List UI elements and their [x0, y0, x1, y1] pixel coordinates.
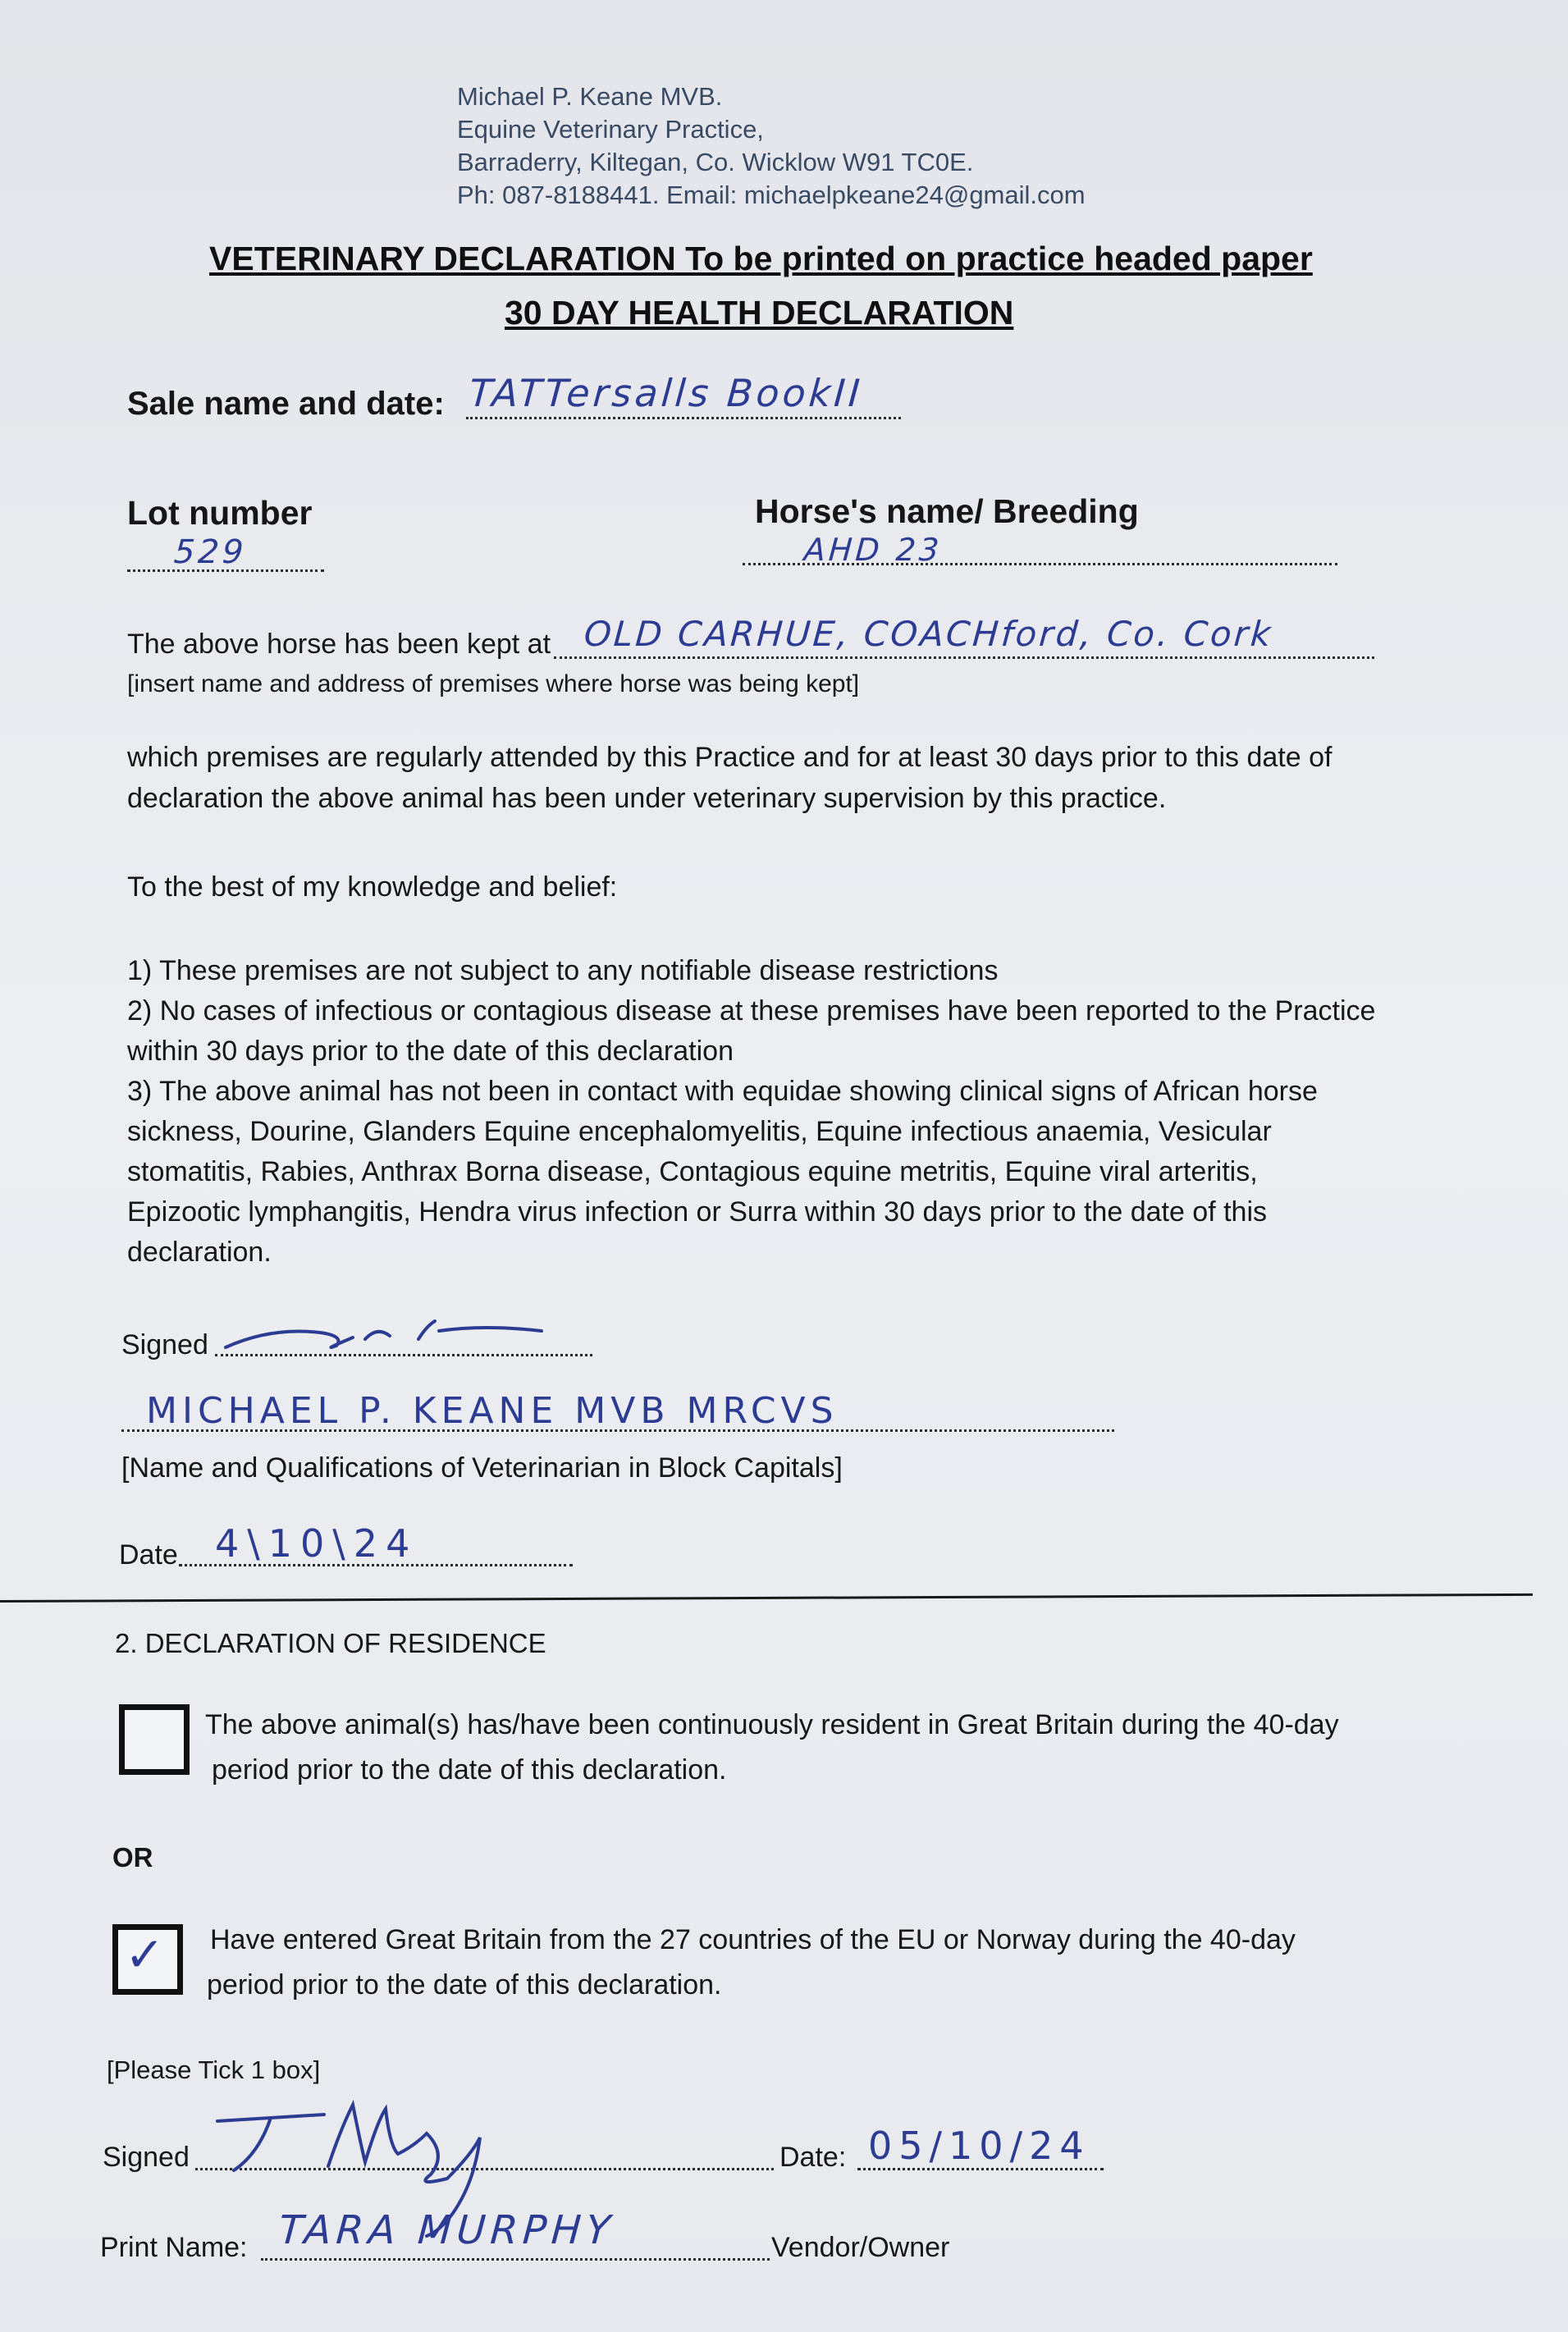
owner-date-dotted-line: [857, 2168, 1104, 2170]
owner-date-label: Date:: [779, 2142, 847, 2173]
item-3-line2: sickness, Dourine, Glanders Equine encephalomyelitis, Equine infectious anaemia, Vesicular: [127, 1116, 1272, 1147]
kept-label: The above horse has been kept at: [127, 629, 551, 660]
kept-hint: [insert name and address of premises where horse was being kept]: [127, 670, 860, 697]
vet-signature[interactable]: [222, 1315, 550, 1360]
document-title: VETERINARY DECLARATION To be printed on practice headed paper: [209, 240, 1313, 277]
or-text: OR: [112, 1842, 153, 1872]
owner-signed-label: Signed: [103, 2142, 190, 2173]
kept-value[interactable]: OLD CARHUE, COACHford, Co. Cork: [583, 614, 1275, 654]
residence-gb-line2: period prior to the date of this declaration.: [212, 1754, 727, 1786]
residence-eu-checkbox[interactable]: [112, 1924, 183, 1995]
lot-value[interactable]: 529: [172, 533, 248, 571]
premises-text-line2: declaration the above animal has been under veterinary supervision by this practice.: [127, 783, 1167, 814]
letterhead-practice: Equine Veterinary Practice,: [457, 115, 764, 144]
print-name-dotted-line: [261, 2258, 770, 2261]
letterhead-address: Barraderry, Kiltegan, Co. Wicklow W91 TC0E.: [457, 148, 974, 176]
item-2-line1: 2) No cases of infectious or contagious disease at these premises have been reported to the Practice: [127, 995, 1376, 1027]
letterhead-contact: Ph: 087-8188441. Email: michaelpkeane24@gmail.com: [457, 181, 1086, 209]
letterhead-name: Michael P. Keane MVB.: [457, 82, 723, 111]
sale-value[interactable]: TATTersalls BookII: [468, 371, 865, 415]
premises-text-line1: which premises are regularly attended by this Practice and for at least 30 days prior to this date of: [127, 742, 1333, 773]
check-mark-icon: ✓: [125, 1927, 165, 1982]
section-divider: [0, 1594, 1533, 1603]
print-name-label: Print Name:: [100, 2232, 248, 2263]
vet-date-label: Date: [119, 1539, 178, 1571]
document-subtitle: 30 DAY HEALTH DECLARATION: [505, 294, 1014, 332]
horse-label: Horse's name/ Breeding: [755, 492, 1139, 530]
item-3-line1: 3) The above animal has not been in contact with equidae showing clinical signs of African horse: [127, 1076, 1318, 1107]
vet-name-hint: [Name and Qualifications of Veterinarian in Block Capitals]: [121, 1452, 843, 1484]
item-3-line4: Epizootic lymphangitis, Hendra virus infection or Surra within 30 days prior to the date of this: [127, 1196, 1268, 1228]
item-3-line3: stomatitis, Rabies, Anthrax Borna disease, Contagious equine metritis, Equine viral arteritis,: [127, 1156, 1258, 1187]
horse-value[interactable]: AHD 23: [802, 532, 944, 568]
item-1: 1) These premises are not subject to any notifiable disease restrictions: [127, 955, 999, 986]
lot-label: Lot number: [127, 494, 313, 532]
residence-gb-checkbox[interactable]: [119, 1704, 190, 1775]
residence-eu-line1: Have entered Great Britain from the 27 countries of the EU or Norway during the 40-day: [210, 1924, 1296, 1955]
vet-date-value[interactable]: 4\10\24: [215, 1521, 418, 1566]
residence-heading: 2. DECLARATION OF RESIDENCE: [115, 1628, 546, 1658]
sale-label: Sale name and date:: [127, 386, 445, 422]
print-name-value[interactable]: TARA MURPHY: [277, 2207, 617, 2253]
vet-name-value[interactable]: MICHAEL P. KEANE MVB MRCVS: [146, 1390, 839, 1432]
vet-signed-label: Signed: [121, 1329, 208, 1360]
residence-eu-line2: period prior to the date of this declaration.: [207, 1969, 722, 2000]
sale-dotted-line: [466, 417, 901, 419]
item-2-line2: within 30 days prior to the date of this declaration: [127, 1036, 734, 1067]
owner-date-value[interactable]: 05/10/24: [868, 2124, 1090, 2168]
vendor-owner-label: Vendor/Owner: [771, 2232, 950, 2263]
residence-gb-line1: The above animal(s) has/have been continuously resident in Great Britain during the 40-day: [205, 1709, 1339, 1740]
belief-text: To the best of my knowledge and belief:: [127, 871, 618, 903]
item-3-line5: declaration.: [127, 1237, 272, 1268]
tick-hint: [Please Tick 1 box]: [107, 2055, 321, 2084]
kept-dotted-line: [554, 656, 1374, 659]
